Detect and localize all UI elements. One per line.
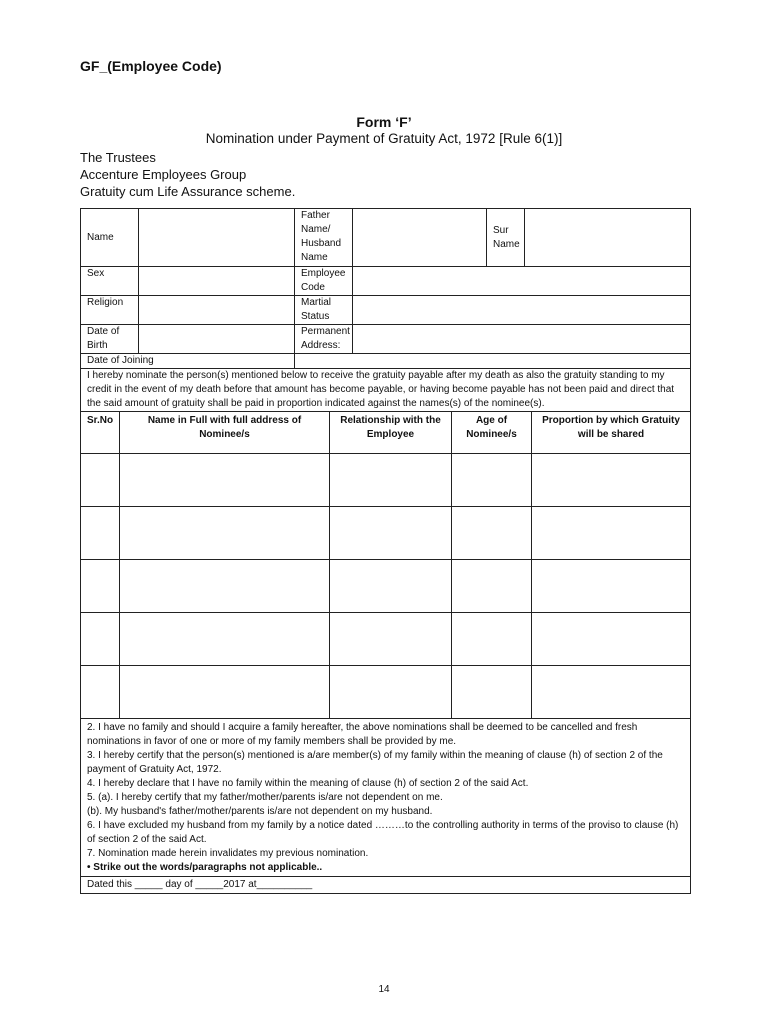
declaration-6: 6. I have excluded my husband from my family by a notice dated ………to the controlling authority in terms of the proviso to clause (h) of section 2 of the said Act. — [87, 820, 679, 845]
form-subtitle: Nomination under Payment of Gratuity Act, 1972 [Rule 6(1)] — [205, 131, 563, 146]
cell-nominee-name[interactable] — [120, 613, 330, 666]
cell-sr-no[interactable] — [81, 507, 120, 560]
cell-relationship[interactable] — [330, 454, 452, 507]
declaration-7: 7. Nomination made herein invalidates my previous nomination. — [87, 848, 369, 859]
table-row — [81, 613, 691, 666]
table-row — [81, 507, 691, 560]
cell-proportion[interactable] — [532, 454, 691, 507]
label-marital-status: Martial Status — [295, 296, 353, 325]
table-row — [81, 666, 691, 719]
declaration-2: 2. I have no family and should I acquire a family hereafter, the above nominations shall be deemed to be cancelled and fresh nominations in favor of one or more of my family members shall be provided by me. — [87, 722, 638, 747]
header-age: Age of Nominee/s — [452, 412, 532, 454]
header-relationship: Relationship with the Employee — [330, 412, 452, 454]
cell-sr-no[interactable] — [81, 560, 120, 613]
dated-line[interactable]: Dated this _____ day of _____2017 at__________ — [81, 877, 691, 894]
cell-age[interactable] — [452, 613, 532, 666]
cell-proportion[interactable] — [532, 666, 691, 719]
cell-sr-no[interactable] — [81, 613, 120, 666]
cell-relationship[interactable] — [330, 560, 452, 613]
label-dob: Date of Birth — [81, 325, 139, 354]
field-permanent-address[interactable] — [353, 325, 691, 354]
addressee-line-3: Gratuity cum Life Assurance scheme. — [80, 184, 296, 199]
label-name: Name — [81, 209, 139, 267]
cell-relationship[interactable] — [330, 666, 452, 719]
cell-sr-no[interactable] — [81, 454, 120, 507]
cell-sr-no[interactable] — [81, 666, 120, 719]
declaration-3: 3. I hereby certify that the person(s) mentioned is a/are member(s) of my family within the meaning of clause (h) of section 2 of the payment of Gratuity Act, 1972. — [87, 750, 663, 775]
cell-proportion[interactable] — [532, 613, 691, 666]
cell-age[interactable] — [452, 560, 532, 613]
cell-proportion[interactable] — [532, 507, 691, 560]
field-religion[interactable] — [139, 296, 295, 325]
table-row — [81, 560, 691, 613]
nomination-statement: I hereby nominate the person(s) mentioned below to receive the gratuity payable after my death as also the gratuity standing to my credit in the event of my death before that amount has become payable, or having become payable has not been paid and direct that the said amount of gratuity shall be paid in proportion indicated against the names(s) of the nominee(s). — [81, 369, 691, 412]
label-sex: Sex — [81, 267, 139, 296]
cell-age[interactable] — [452, 507, 532, 560]
field-sex[interactable] — [139, 267, 295, 296]
form-title: Form ‘F’ — [356, 114, 412, 130]
cell-age[interactable] — [452, 454, 532, 507]
declaration-5b: (b). My husband's father/mother/parents is/are not dependent on my husband. — [87, 806, 433, 817]
cell-nominee-name[interactable] — [120, 560, 330, 613]
field-sur-name[interactable] — [525, 209, 691, 267]
declaration-4: 4. I hereby declare that I have no family within the meaning of clause (h) of section 2 of the said Act. — [87, 778, 529, 789]
declaration-5a: 5. (a). I hereby certify that my father/mother/parents is/are not dependent on me. — [87, 792, 443, 803]
header-nominee-name: Name in Full with full address of Nominee/s — [120, 412, 330, 454]
header-proportion: Proportion by which Gratuity will be shared — [532, 412, 691, 454]
label-father-name: Father Name/ Husband Name — [295, 209, 353, 267]
employee-code-heading: GF_(Employee Code) — [80, 58, 222, 74]
field-marital-status[interactable] — [353, 296, 691, 325]
cell-age[interactable] — [452, 666, 532, 719]
cell-relationship[interactable] — [330, 507, 452, 560]
page-number: 14 — [378, 984, 390, 995]
cell-nominee-name[interactable] — [120, 507, 330, 560]
addressee-line-2: Accenture Employees Group — [80, 167, 247, 182]
declarations-block — [81, 719, 691, 877]
field-name[interactable] — [139, 209, 295, 267]
field-dob[interactable] — [139, 325, 295, 354]
cell-nominee-name[interactable] — [120, 666, 330, 719]
label-religion: Religion — [81, 296, 139, 325]
field-father-name[interactable] — [353, 209, 487, 267]
header-sr-no: Sr.No — [81, 412, 120, 454]
cell-relationship[interactable] — [330, 613, 452, 666]
label-employee-code: Employee Code — [295, 267, 353, 296]
field-employee-code[interactable] — [353, 267, 691, 296]
addressee-line-1: The Trustees — [80, 150, 156, 165]
field-doj[interactable] — [295, 354, 691, 369]
label-doj: Date of Joining — [81, 354, 295, 369]
label-sur-name: Sur Name — [487, 209, 525, 267]
cell-proportion[interactable] — [532, 560, 691, 613]
strike-out-note: • Strike out the words/paragraphs not applicable.. — [87, 862, 323, 873]
cell-nominee-name[interactable] — [120, 454, 330, 507]
table-row — [81, 454, 691, 507]
label-permanent-address: Permanent Address: — [295, 325, 353, 354]
nominee-table — [80, 411, 691, 894]
employee-details-table — [80, 208, 691, 412]
